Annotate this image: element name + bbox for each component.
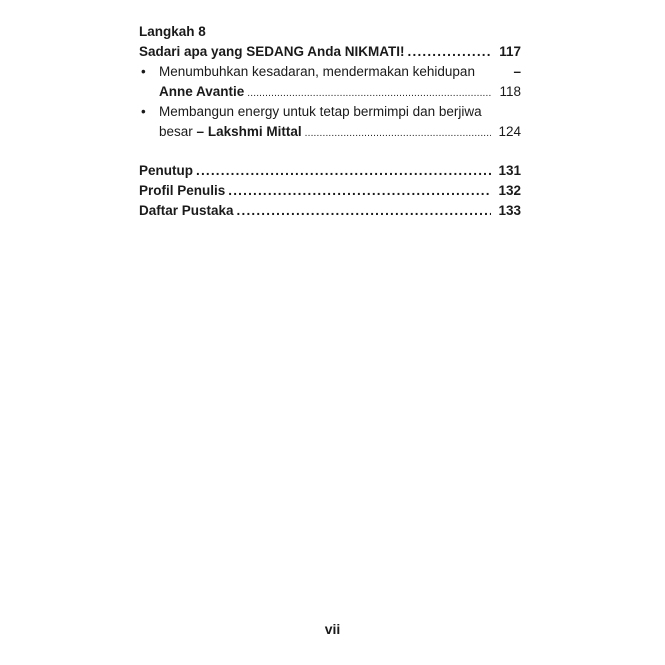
section-spacer (139, 142, 521, 161)
toc-page-number: 131 (498, 163, 521, 178)
em-dash: – (196, 124, 205, 139)
toc-entry-label: Profil Penulis (139, 183, 226, 198)
toc-page-number: 133 (498, 203, 521, 218)
dot-leader (247, 84, 491, 104)
toc-entry-daftar-pustaka[interactable] (139, 201, 521, 221)
toc-subentry-author: Lakshmi Mittal (207, 124, 302, 139)
toc-subentry-author: Anne Avantie (159, 84, 245, 99)
toc-subentry-line (139, 62, 521, 82)
toc-subentry-text: Membangun energy untuk tetap bermimpi dan berjiwa (159, 104, 482, 119)
dot-leader (228, 181, 491, 201)
toc-subentry-continuation (159, 122, 305, 142)
table-of-contents (139, 22, 521, 221)
toc-entry-label: Daftar Pustaka (139, 203, 234, 218)
toc-page-number: 124 (498, 124, 521, 139)
toc-page-number: 117 (499, 44, 521, 59)
toc-subentry-line (139, 102, 521, 122)
bullet-icon: • (141, 64, 146, 79)
toc-page-number: 132 (498, 183, 521, 198)
dot-leader (408, 42, 491, 62)
toc-page-number: 118 (499, 84, 521, 99)
dot-leader (237, 201, 491, 221)
toc-entry-label: Penutup (139, 163, 193, 178)
toc-subentry-1[interactable] (139, 82, 521, 102)
bullet-icon: • (141, 104, 146, 119)
toc-entry-chapter[interactable] (139, 42, 521, 62)
toc-subentry-2[interactable] (139, 122, 521, 142)
dot-leader (196, 161, 491, 181)
toc-entry-penutup[interactable] (139, 161, 521, 181)
page-number: vii (324, 621, 341, 637)
toc-entry-label: Sadari apa yang SEDANG Anda NIKMATI! (139, 44, 405, 59)
dot-leader (305, 124, 491, 144)
chapter-heading: Langkah 8 (139, 24, 206, 39)
toc-subentry-text: besar (159, 124, 193, 139)
toc-subentry-text: Menumbuhkan kesadaran, mendermakan kehidupan (159, 64, 475, 79)
em-dash: – (513, 64, 521, 79)
toc-entry-profil-penulis[interactable] (139, 181, 521, 201)
